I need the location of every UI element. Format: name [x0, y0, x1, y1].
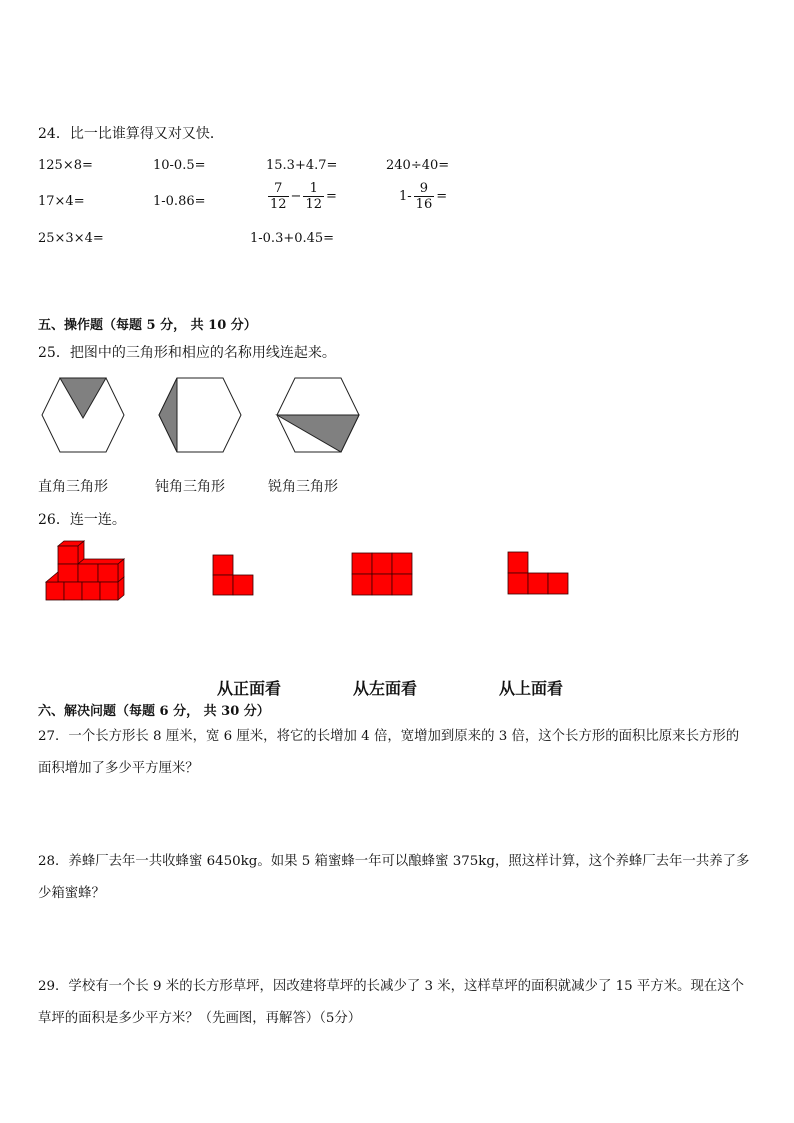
q29-line1: 29．学校有一个长 9 米的长方形草坪，因改建将草坪的长减少了 3 米，这样草坪的面积就减少了 15 平方米。现在这个 [38, 979, 745, 994]
q24-r1-c1: 125×8= [38, 158, 93, 173]
q24-r3-c2: 1-0.3+0.45= [250, 231, 335, 246]
q24-r2-c2: 1-0.86= [153, 194, 206, 209]
label-obtuse-triangle[interactable]: 钝角三角形 [155, 479, 225, 495]
q24-r2-c1: 17×4= [38, 194, 85, 209]
q27-line2: 面积增加了多少平方厘米？ [38, 761, 199, 776]
equals-sign: = [326, 189, 337, 204]
section-6-title: 六、解决问题（每题 6 分， 共 30 分） [38, 704, 270, 719]
label-front-view[interactable]: 从正面看 [217, 679, 282, 698]
label-top-view[interactable]: 从上面看 [499, 679, 564, 698]
fraction-denominator: 12 [270, 197, 287, 212]
q24-fraction-expression-1 [266, 181, 337, 212]
equals-sign: = [436, 189, 448, 204]
q24-r1-c2: 10-0.5= [153, 158, 206, 173]
fraction-numerator: 7 [274, 181, 283, 196]
q29-line2: 草坪的面积是多少平方米？（先画图，再解答）（5分） [38, 1011, 362, 1026]
fraction-denominator: 12 [305, 197, 322, 212]
fraction-numerator: 9 [419, 181, 429, 196]
q24-fraction-expression-2 [399, 181, 447, 212]
q24-title: 24．比一比谁算得又对又快． [38, 126, 224, 142]
q26-title: 26．连一连。 [38, 512, 126, 528]
hexagon-obtuse-triangle-figure[interactable] [155, 376, 245, 454]
label-left-view[interactable]: 从左面看 [353, 679, 418, 698]
section-5-title: 五、操作题（每题 5 分， 共 10 分） [38, 318, 257, 333]
one-minus: 1- [399, 189, 412, 204]
view-shape-l-wide[interactable] [507, 551, 569, 595]
fraction-denominator: 16 [415, 197, 433, 212]
hexagon-right-triangle-figure[interactable] [38, 376, 128, 454]
view-shape-l-small[interactable] [212, 554, 256, 596]
label-acute-triangle[interactable]: 锐角三角形 [268, 479, 338, 495]
q27-line1: 27．一个长方形长 8 厘米，宽 6 厘米，将它的长增加 4 倍，宽增加到原来的 3 倍，这个长方形的面积比原来长方形的 [38, 729, 740, 744]
minus-sign: − [290, 189, 302, 204]
cube-stack-3d-figure[interactable] [44, 540, 126, 602]
q25-title: 25．把图中的三角形和相应的名称用线连起来。 [38, 345, 336, 361]
q24-r1-c4: 240÷40= [386, 158, 450, 173]
label-right-triangle[interactable]: 直角三角形 [38, 479, 108, 495]
q24-r1-c3: 15.3+4.7= [266, 158, 338, 173]
fraction-numerator: 1 [309, 181, 318, 196]
q28-line1: 28．养蜂厂去年一共收蜂蜜 6450kg。如果 5 箱蜜蜂一年可以酿蜂蜜 375kg，照这样计算，这个养蜂厂去年一共养了多 [38, 854, 750, 869]
q28-line2: 少箱蜜蜂？ [38, 886, 105, 901]
q24-r3-c1: 25×3×4= [38, 231, 104, 246]
hexagon-acute-triangle-figure[interactable] [273, 376, 363, 454]
view-shape-grid-3x2[interactable] [351, 552, 413, 596]
